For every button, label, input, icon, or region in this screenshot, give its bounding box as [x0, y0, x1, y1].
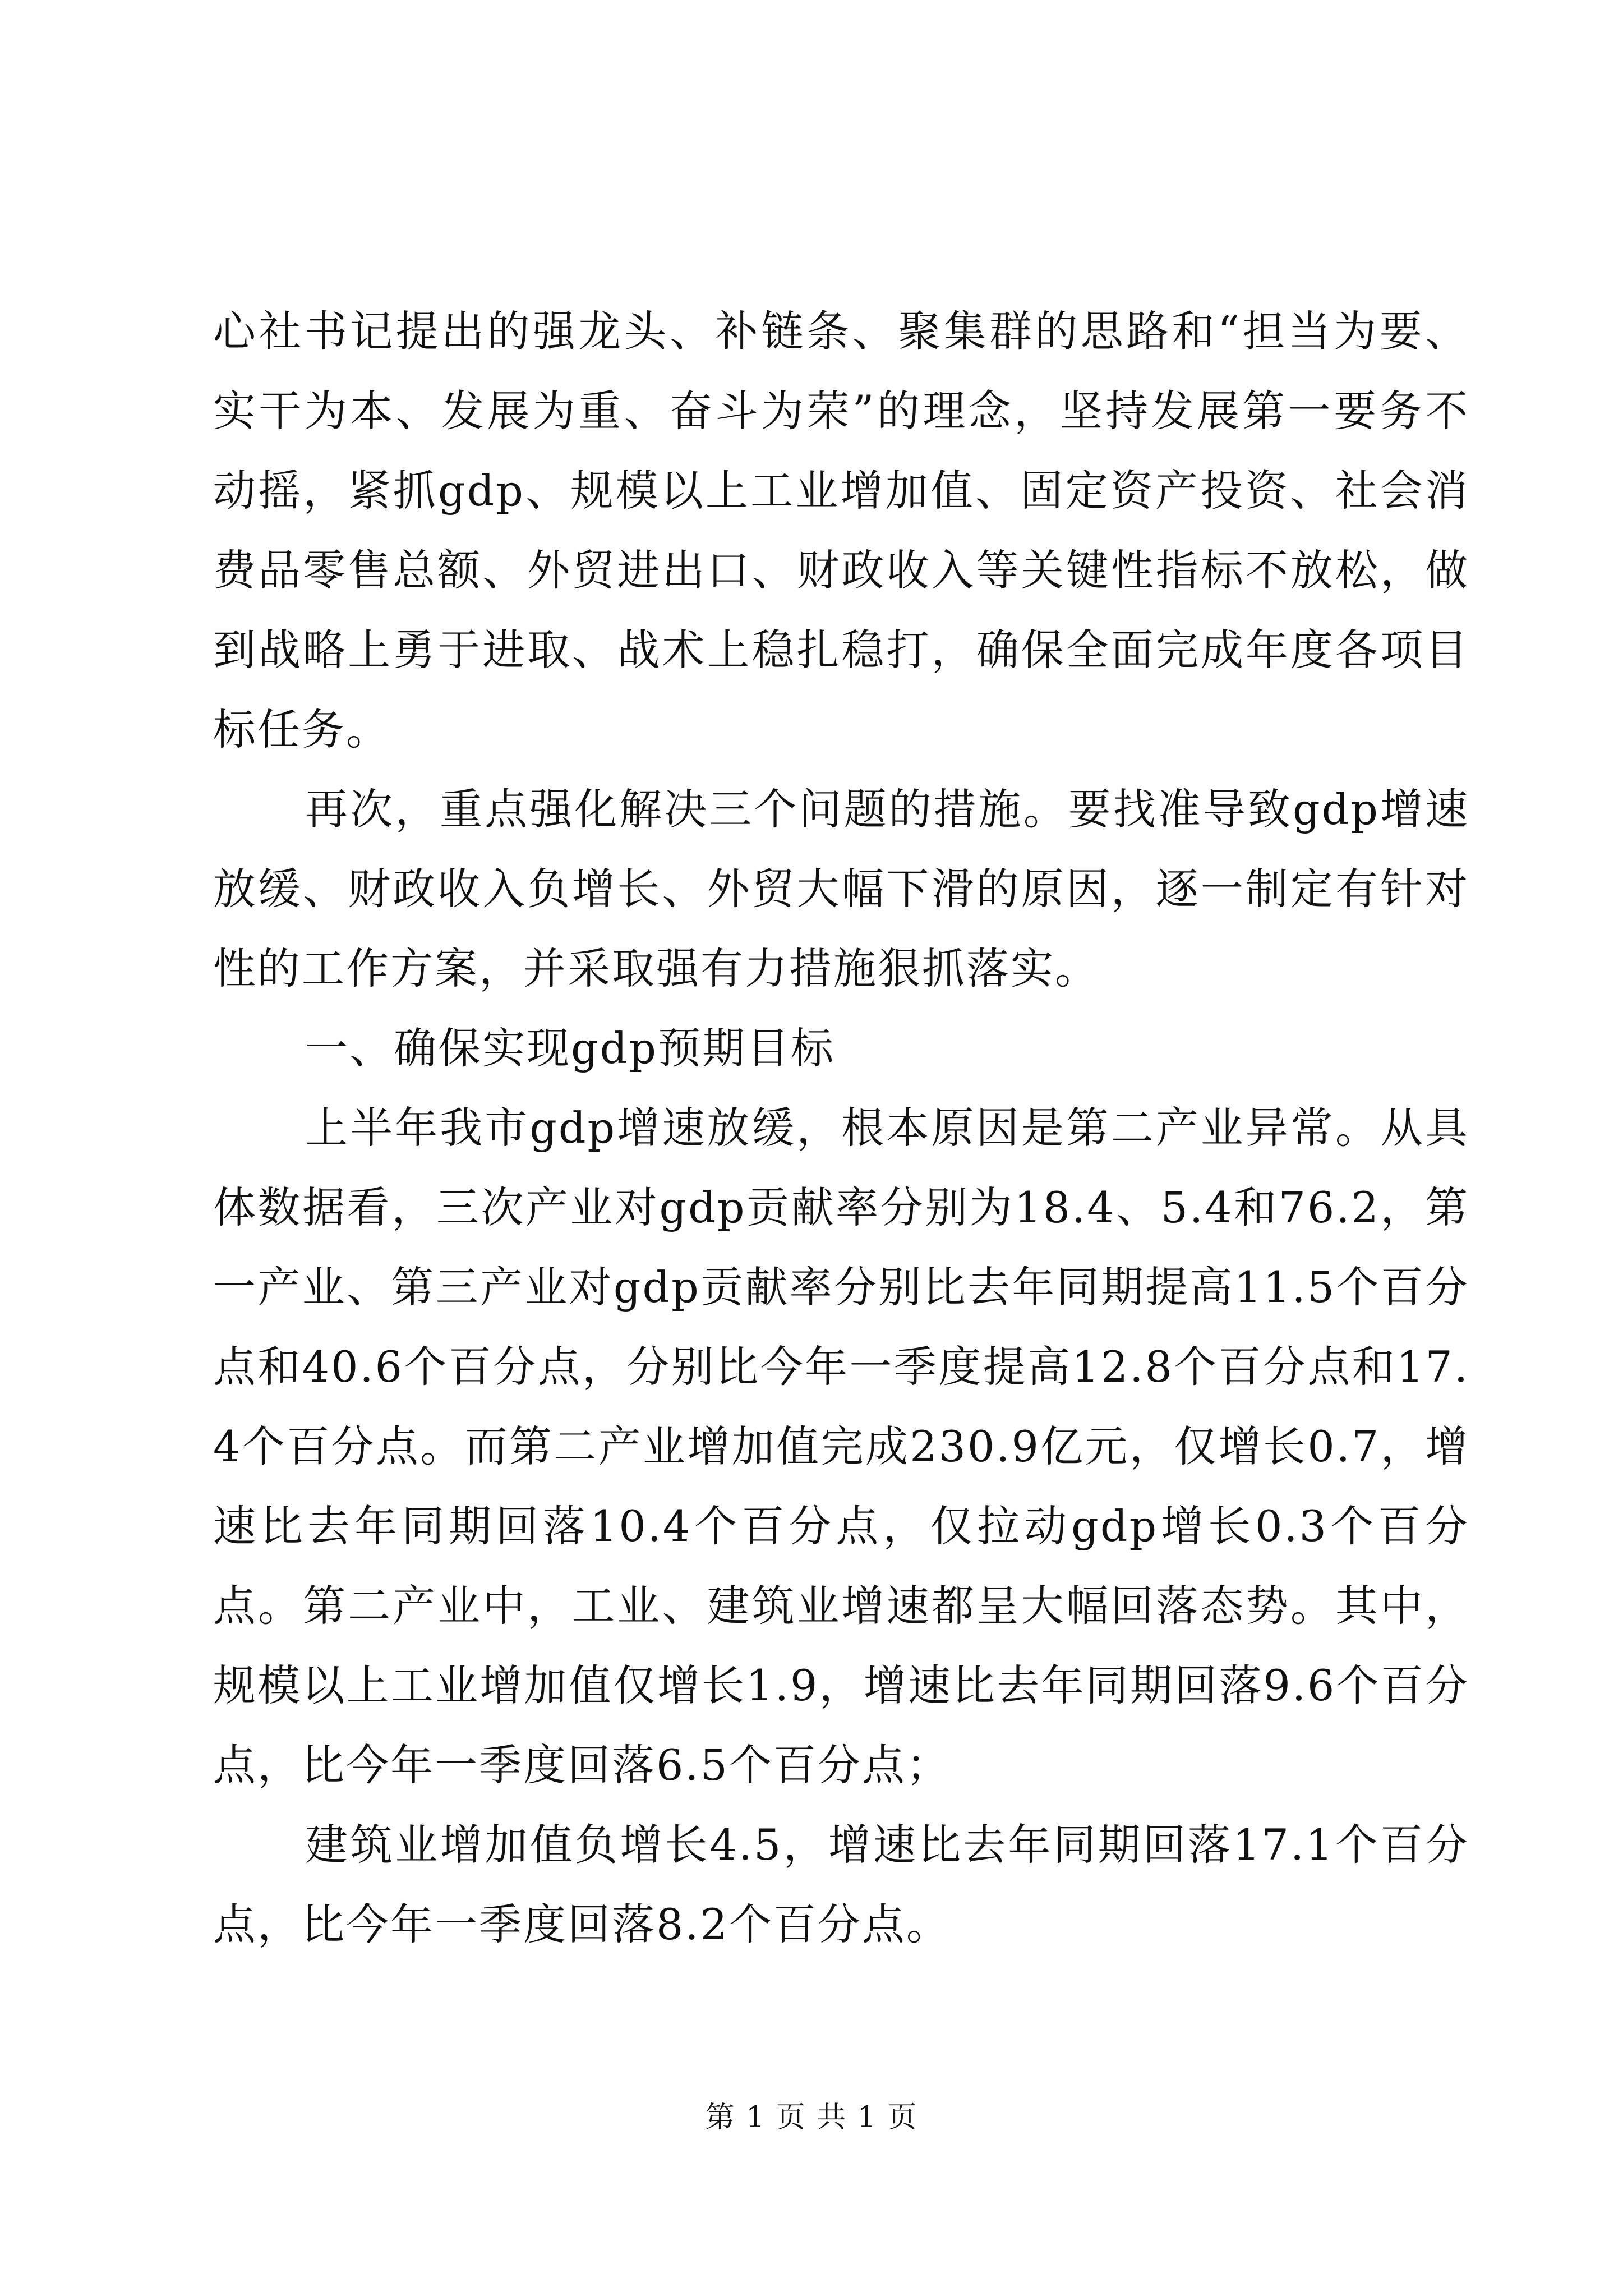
page-number-footer: 第 1 页 共 1 页	[705, 2101, 918, 2134]
document-body	[213, 292, 1469, 1964]
paragraph-continuation: 心社书记提出的强龙头、补链条、聚集群的思路和“担当为要、实干为本、发展为重、奋斗为荣”的理念，坚持发展第一要务不动摇，紧抓gdp、规模以上工业增加值、固定资产投资、社会消费品零售总额、外贸进出口、财政收入等关键性指标不放松，做到战略上勇于进取、战术上稳扎稳打，确保全面完成年度各项目标任务。	[213, 306, 1469, 754]
paragraph-construction: 建筑业增加值负增长4.5，增速比去年同期回落17.1个百分点，比今年一季度回落8.2个百分点。	[213, 1820, 1469, 1949]
section-heading-gdp: 一、确保实现gdp预期目标	[305, 1023, 835, 1073]
paragraph-measures: 再次，重点强化解决三个问题的措施。要找准导致gdp增速放缓、财政收入负增长、外贸大幅下滑的原因，逐一制定有针对性的工作方案，并采取强有力措施狠抓落实。	[213, 784, 1469, 993]
paragraph-gdp-analysis: 上半年我市gdp增速放缓，根本原因是第二产业异常。从具体数据看，三次产业对gdp贡献率分别为18.4、5.4和76.2，第一产业、第三产业对gdp贡献率分别比去年同期提高11.5个百分点和40.6个百分点，分别比今年一季度提高12.8个百分点和17.4个百分点。而第二产业增加值完成230.9亿元，仅增长0.7，增速比去年同期回落10.4个百分点，仅拉动gdp增长0.3个百分点。第二产业中，工业、建筑业增速都呈大幅回落态势。其中，规模以上工业增加值仅增长1.9，增速比去年同期回落9.6个百分点，比今年一季度回落6.5个百分点；	[213, 1103, 1469, 1790]
